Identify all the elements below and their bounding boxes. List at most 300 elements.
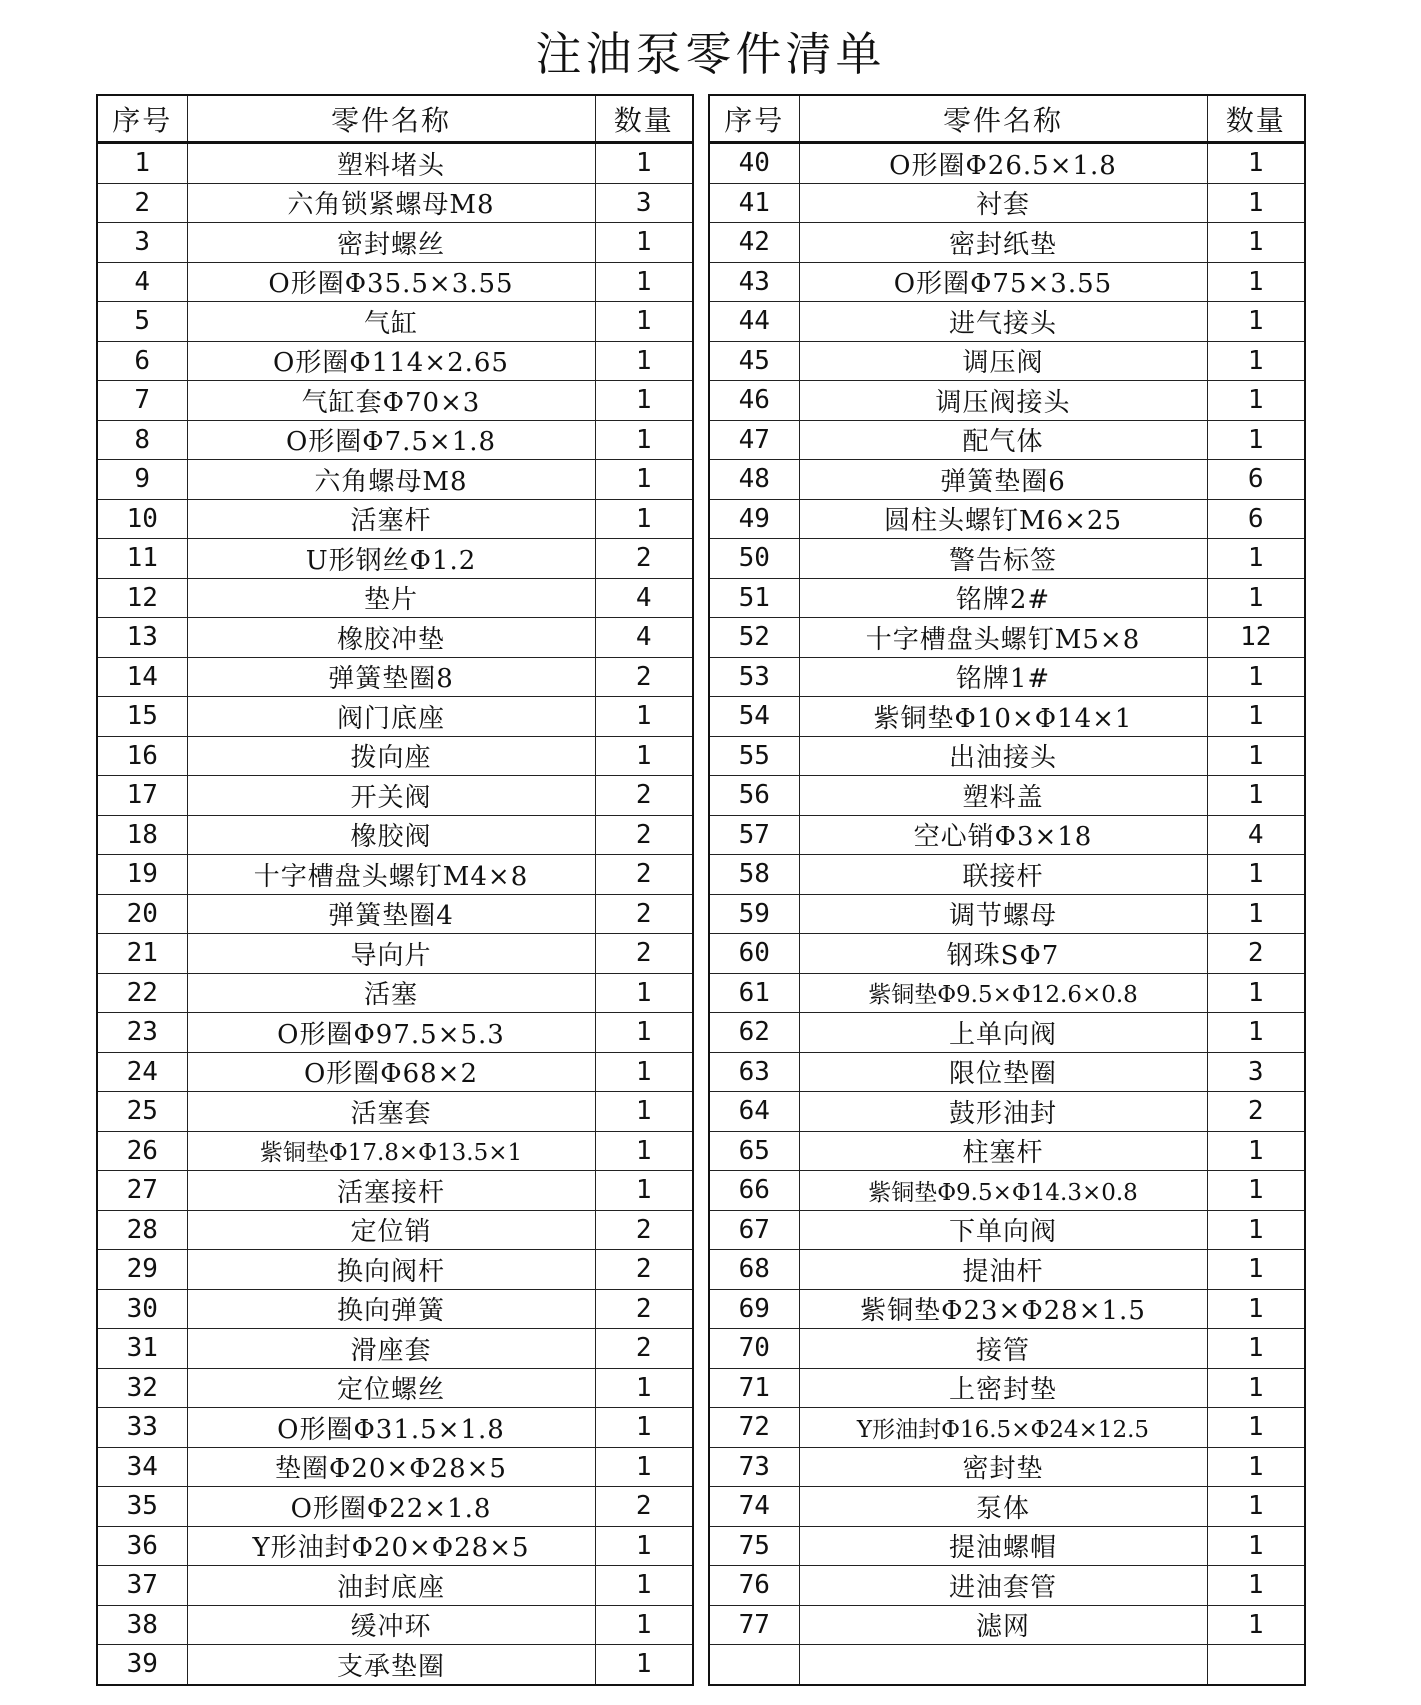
part-quantity: 1 [1207, 1131, 1305, 1171]
part-name: 活塞 [187, 973, 595, 1013]
table-row [709, 894, 1305, 934]
part-quantity: 2 [595, 539, 693, 579]
part-number: 47 [709, 420, 799, 460]
part-number: 42 [709, 223, 799, 263]
part-quantity: 1 [1207, 341, 1305, 381]
part-name: 塑料盖 [799, 776, 1207, 816]
part-name: 活塞套 [187, 1092, 595, 1132]
part-number: 24 [97, 1052, 187, 1092]
part-quantity: 1 [1207, 697, 1305, 737]
part-name: 调节螺母 [799, 894, 1207, 934]
part-quantity: 2 [595, 657, 693, 697]
part-name: 十字槽盘头螺钉M4×8 [187, 855, 595, 895]
part-number: 52 [709, 618, 799, 658]
part-number: 12 [97, 578, 187, 618]
part-name: 警告标签 [799, 539, 1207, 579]
part-name: 换向阀杆 [187, 1250, 595, 1290]
part-number: 21 [97, 934, 187, 974]
part-number: 61 [709, 973, 799, 1013]
part-number: 20 [97, 894, 187, 934]
part-quantity: 6 [1207, 460, 1305, 500]
part-number: 32 [97, 1368, 187, 1408]
part-name: O形圈Φ97.5×5.3 [187, 1013, 595, 1053]
table-row [709, 1526, 1305, 1566]
part-quantity: 1 [1207, 1408, 1305, 1448]
table-row [709, 1131, 1305, 1171]
part-number: 57 [709, 815, 799, 855]
part-number: 41 [709, 183, 799, 223]
part-number: 58 [709, 855, 799, 895]
part-number: 14 [97, 657, 187, 697]
table-row [97, 1408, 693, 1448]
table-row [709, 1210, 1305, 1250]
part-name: 紫铜垫Φ10×Φ14×1 [799, 697, 1207, 737]
part-name: 塑料堵头 [187, 143, 595, 184]
part-name [799, 1645, 1207, 1685]
part-number: 26 [97, 1131, 187, 1171]
part-number: 22 [97, 973, 187, 1013]
part-name: 紫铜垫Φ9.5×Φ12.6×0.8 [799, 973, 1207, 1013]
part-number: 25 [97, 1092, 187, 1132]
table-row [709, 499, 1305, 539]
table-row [97, 1171, 693, 1211]
part-name: 橡胶阀 [187, 815, 595, 855]
part-number [709, 1645, 799, 1685]
part-name: 下单向阀 [799, 1210, 1207, 1250]
header-row [97, 95, 693, 143]
table-row [97, 855, 693, 895]
part-name: 活塞接杆 [187, 1171, 595, 1211]
part-number: 45 [709, 341, 799, 381]
table-row [97, 1289, 693, 1329]
table-row [97, 618, 693, 658]
part-number: 30 [97, 1289, 187, 1329]
part-quantity: 1 [595, 341, 693, 381]
part-name: U形钢丝Φ1.2 [187, 539, 595, 579]
table-row [709, 736, 1305, 776]
table-row [97, 657, 693, 697]
part-name: 调压阀接头 [799, 381, 1207, 421]
part-name: 密封垫 [799, 1447, 1207, 1487]
part-quantity: 1 [595, 1566, 693, 1606]
part-quantity: 1 [595, 302, 693, 342]
part-number: 75 [709, 1526, 799, 1566]
table-row [709, 1487, 1305, 1527]
table-row [709, 578, 1305, 618]
part-name: 提油杆 [799, 1250, 1207, 1290]
part-number: 76 [709, 1566, 799, 1606]
table-row [709, 302, 1305, 342]
table-row [97, 1368, 693, 1408]
header-name: 零件名称 [187, 95, 595, 143]
part-name: 衬套 [799, 183, 1207, 223]
part-quantity: 1 [595, 697, 693, 737]
part-name: 进气接头 [799, 302, 1207, 342]
part-name: 拨向座 [187, 736, 595, 776]
table-row [97, 381, 693, 421]
part-name: 密封纸垫 [799, 223, 1207, 263]
part-quantity: 1 [1207, 973, 1305, 1013]
part-name: 换向弹簧 [187, 1289, 595, 1329]
table-row [709, 223, 1305, 263]
table-row [709, 1645, 1305, 1685]
part-quantity: 1 [1207, 1289, 1305, 1329]
part-quantity: 1 [595, 973, 693, 1013]
part-quantity: 2 [595, 934, 693, 974]
part-quantity: 1 [1207, 657, 1305, 697]
header-qty: 数量 [1207, 95, 1305, 143]
table-row [709, 1289, 1305, 1329]
table-row [97, 1210, 693, 1250]
part-name: 弹簧垫圈6 [799, 460, 1207, 500]
part-number: 33 [97, 1408, 187, 1448]
table-row [709, 1171, 1305, 1211]
part-number: 44 [709, 302, 799, 342]
table-row [709, 973, 1305, 1013]
part-quantity: 4 [1207, 815, 1305, 855]
table-row [709, 934, 1305, 974]
part-number: 10 [97, 499, 187, 539]
header-row [709, 95, 1305, 143]
part-quantity: 2 [1207, 1092, 1305, 1132]
part-quantity: 1 [595, 262, 693, 302]
part-quantity: 1 [595, 381, 693, 421]
table-row [709, 539, 1305, 579]
part-quantity: 1 [1207, 776, 1305, 816]
part-number: 73 [709, 1447, 799, 1487]
part-quantity: 1 [1207, 1013, 1305, 1053]
table-row [709, 657, 1305, 697]
part-name: 支承垫圈 [187, 1645, 595, 1685]
part-number: 8 [97, 420, 187, 460]
part-number: 51 [709, 578, 799, 618]
table-row [97, 223, 693, 263]
part-quantity: 1 [1207, 183, 1305, 223]
part-quantity: 1 [595, 1447, 693, 1487]
part-quantity: 1 [595, 499, 693, 539]
part-number: 64 [709, 1092, 799, 1132]
table-row [97, 934, 693, 974]
table-row [709, 855, 1305, 895]
part-name: 提油螺帽 [799, 1526, 1207, 1566]
part-name: 六角锁紧螺母M8 [187, 183, 595, 223]
table-row [709, 143, 1305, 184]
part-name: 滑座套 [187, 1329, 595, 1369]
table-row [97, 815, 693, 855]
part-name: 调压阀 [799, 341, 1207, 381]
part-quantity: 1 [1207, 1526, 1305, 1566]
part-name: 缓冲环 [187, 1605, 595, 1645]
part-name: 铭牌1# [799, 657, 1207, 697]
table-row [709, 1408, 1305, 1448]
part-name: 接管 [799, 1329, 1207, 1369]
part-name: 六角螺母M8 [187, 460, 595, 500]
part-quantity: 1 [595, 143, 693, 184]
part-quantity: 2 [595, 1487, 693, 1527]
part-quantity: 1 [595, 1408, 693, 1448]
part-number: 6 [97, 341, 187, 381]
part-number: 4 [97, 262, 187, 302]
part-name: 垫圈Φ20×Φ28×5 [187, 1447, 595, 1487]
part-name: 弹簧垫圈8 [187, 657, 595, 697]
part-name: O形圈Φ68×2 [187, 1052, 595, 1092]
part-quantity: 1 [1207, 736, 1305, 776]
part-number: 7 [97, 381, 187, 421]
part-name: 铭牌2# [799, 578, 1207, 618]
part-quantity: 1 [595, 736, 693, 776]
part-number: 18 [97, 815, 187, 855]
part-quantity: 1 [1207, 1329, 1305, 1369]
part-quantity: 1 [1207, 1605, 1305, 1645]
table-row [709, 420, 1305, 460]
part-number: 67 [709, 1210, 799, 1250]
part-quantity [1207, 1645, 1305, 1685]
table-row [97, 1566, 693, 1606]
part-name: 垫片 [187, 578, 595, 618]
table-row [709, 1250, 1305, 1290]
part-quantity: 4 [595, 618, 693, 658]
part-number: 28 [97, 1210, 187, 1250]
part-quantity: 1 [1207, 302, 1305, 342]
part-name: 定位销 [187, 1210, 595, 1250]
part-quantity: 1 [595, 1131, 693, 1171]
table-row [97, 1013, 693, 1053]
part-number: 27 [97, 1171, 187, 1211]
part-quantity: 2 [595, 1210, 693, 1250]
part-name: O形圈Φ35.5×3.55 [187, 262, 595, 302]
part-number: 13 [97, 618, 187, 658]
part-number: 60 [709, 934, 799, 974]
parts-table-left [96, 94, 694, 1686]
part-quantity: 1 [595, 1013, 693, 1053]
table-row [709, 1013, 1305, 1053]
table-row [97, 143, 693, 184]
table-row [97, 460, 693, 500]
part-number: 5 [97, 302, 187, 342]
part-name: 密封螺丝 [187, 223, 595, 263]
part-name: O形圈Φ26.5×1.8 [799, 143, 1207, 184]
part-name: 配气体 [799, 420, 1207, 460]
table-row [709, 1605, 1305, 1645]
part-name: 空心销Φ3×18 [799, 815, 1207, 855]
part-name: 橡胶冲垫 [187, 618, 595, 658]
part-name: 泵体 [799, 1487, 1207, 1527]
part-number: 59 [709, 894, 799, 934]
part-number: 29 [97, 1250, 187, 1290]
part-quantity: 1 [595, 420, 693, 460]
part-number: 56 [709, 776, 799, 816]
part-number: 16 [97, 736, 187, 776]
part-name: 定位螺丝 [187, 1368, 595, 1408]
table-row [97, 1131, 693, 1171]
table-row [97, 973, 693, 1013]
table-row [97, 1605, 693, 1645]
table-row [97, 776, 693, 816]
part-quantity: 1 [595, 1052, 693, 1092]
table-row [97, 894, 693, 934]
table-row [97, 1052, 693, 1092]
part-number: 17 [97, 776, 187, 816]
table-row [97, 499, 693, 539]
table-row [97, 539, 693, 579]
part-quantity: 1 [1207, 1368, 1305, 1408]
part-name: 油封底座 [187, 1566, 595, 1606]
part-quantity: 1 [595, 1526, 693, 1566]
part-name: 上密封垫 [799, 1368, 1207, 1408]
part-name: O形圈Φ22×1.8 [187, 1487, 595, 1527]
part-quantity: 1 [595, 460, 693, 500]
table-row [97, 697, 693, 737]
table-row [709, 776, 1305, 816]
part-name: O形圈Φ114×2.65 [187, 341, 595, 381]
table-row [709, 460, 1305, 500]
part-quantity: 1 [595, 1171, 693, 1211]
table-row [709, 341, 1305, 381]
part-quantity: 1 [1207, 1487, 1305, 1527]
part-quantity: 1 [595, 1605, 693, 1645]
table-row [97, 1447, 693, 1487]
part-number: 71 [709, 1368, 799, 1408]
part-name: 十字槽盘头螺钉M5×8 [799, 618, 1207, 658]
part-quantity: 1 [1207, 578, 1305, 618]
part-name: 联接杆 [799, 855, 1207, 895]
part-quantity: 1 [1207, 1171, 1305, 1211]
part-number: 19 [97, 855, 187, 895]
part-number: 65 [709, 1131, 799, 1171]
part-number: 34 [97, 1447, 187, 1487]
part-number: 2 [97, 183, 187, 223]
part-number: 69 [709, 1289, 799, 1329]
part-quantity: 1 [1207, 1447, 1305, 1487]
part-number: 49 [709, 499, 799, 539]
part-quantity: 1 [1207, 855, 1305, 895]
part-quantity: 2 [595, 1329, 693, 1369]
table-row [97, 302, 693, 342]
part-name: 气缸 [187, 302, 595, 342]
part-number: 63 [709, 1052, 799, 1092]
part-quantity: 1 [1207, 143, 1305, 184]
part-quantity: 6 [1207, 499, 1305, 539]
part-quantity: 1 [595, 223, 693, 263]
part-name: 上单向阀 [799, 1013, 1207, 1053]
part-quantity: 3 [595, 183, 693, 223]
part-quantity: 3 [1207, 1052, 1305, 1092]
part-number: 50 [709, 539, 799, 579]
header-no: 序号 [97, 95, 187, 143]
part-number: 11 [97, 539, 187, 579]
header-name: 零件名称 [799, 95, 1207, 143]
part-quantity: 2 [595, 1289, 693, 1329]
part-quantity: 2 [595, 776, 693, 816]
part-quantity: 1 [595, 1645, 693, 1685]
table-row [709, 1368, 1305, 1408]
part-quantity: 1 [1207, 420, 1305, 460]
part-number: 66 [709, 1171, 799, 1211]
table-row [709, 1566, 1305, 1606]
part-number: 43 [709, 262, 799, 302]
part-name: 紫铜垫Φ23×Φ28×1.5 [799, 1289, 1207, 1329]
table-row [709, 183, 1305, 223]
part-name: O形圈Φ7.5×1.8 [187, 420, 595, 460]
part-number: 31 [97, 1329, 187, 1369]
table-row [709, 262, 1305, 302]
table-row [709, 815, 1305, 855]
part-number: 38 [97, 1605, 187, 1645]
part-number: 1 [97, 143, 187, 184]
parts-table-right [708, 94, 1306, 1686]
part-number: 77 [709, 1605, 799, 1645]
part-number: 35 [97, 1487, 187, 1527]
part-name: Y形油封Φ16.5×Φ24×12.5 [799, 1408, 1207, 1448]
part-quantity: 2 [595, 855, 693, 895]
part-quantity: 1 [1207, 539, 1305, 579]
part-number: 74 [709, 1487, 799, 1527]
part-number: 46 [709, 381, 799, 421]
part-name: 出油接头 [799, 736, 1207, 776]
part-number: 36 [97, 1526, 187, 1566]
table-row [709, 1447, 1305, 1487]
part-quantity: 4 [595, 578, 693, 618]
part-quantity: 1 [1207, 1250, 1305, 1290]
part-name: 圆柱头螺钉M6×25 [799, 499, 1207, 539]
part-name: 紫铜垫Φ17.8×Φ13.5×1 [187, 1131, 595, 1171]
part-number: 53 [709, 657, 799, 697]
part-quantity: 1 [1207, 262, 1305, 302]
table-row [709, 1052, 1305, 1092]
part-name: 阀门底座 [187, 697, 595, 737]
part-number: 23 [97, 1013, 187, 1053]
part-quantity: 1 [1207, 1566, 1305, 1606]
part-quantity: 1 [1207, 1210, 1305, 1250]
table-row [97, 1645, 693, 1685]
part-name: O形圈Φ75×3.55 [799, 262, 1207, 302]
part-name: 钢珠SΦ7 [799, 934, 1207, 974]
header-qty: 数量 [595, 95, 693, 143]
table-row [97, 341, 693, 381]
part-quantity: 2 [1207, 934, 1305, 974]
part-number: 40 [709, 143, 799, 184]
part-number: 3 [97, 223, 187, 263]
table-row [709, 697, 1305, 737]
part-quantity: 1 [1207, 381, 1305, 421]
part-number: 70 [709, 1329, 799, 1369]
part-quantity: 12 [1207, 618, 1305, 658]
page-title: 注油泵零件清单 [535, 27, 886, 81]
part-name: 气缸套Φ70×3 [187, 381, 595, 421]
part-name: 开关阀 [187, 776, 595, 816]
table-row [709, 618, 1305, 658]
table-row [97, 1250, 693, 1290]
part-number: 72 [709, 1408, 799, 1448]
part-name: 限位垫圈 [799, 1052, 1207, 1092]
part-name: O形圈Φ31.5×1.8 [187, 1408, 595, 1448]
table-row [97, 578, 693, 618]
part-number: 15 [97, 697, 187, 737]
table-row [97, 1526, 693, 1566]
table-row [709, 381, 1305, 421]
table-row [97, 736, 693, 776]
part-number: 37 [97, 1566, 187, 1606]
part-quantity: 2 [595, 894, 693, 934]
part-name: 导向片 [187, 934, 595, 974]
part-quantity: 1 [1207, 894, 1305, 934]
part-name: 弹簧垫圈4 [187, 894, 595, 934]
part-name: 柱塞杆 [799, 1131, 1207, 1171]
table-row [709, 1329, 1305, 1369]
part-name: 滤网 [799, 1605, 1207, 1645]
part-name: 活塞杆 [187, 499, 595, 539]
part-number: 55 [709, 736, 799, 776]
